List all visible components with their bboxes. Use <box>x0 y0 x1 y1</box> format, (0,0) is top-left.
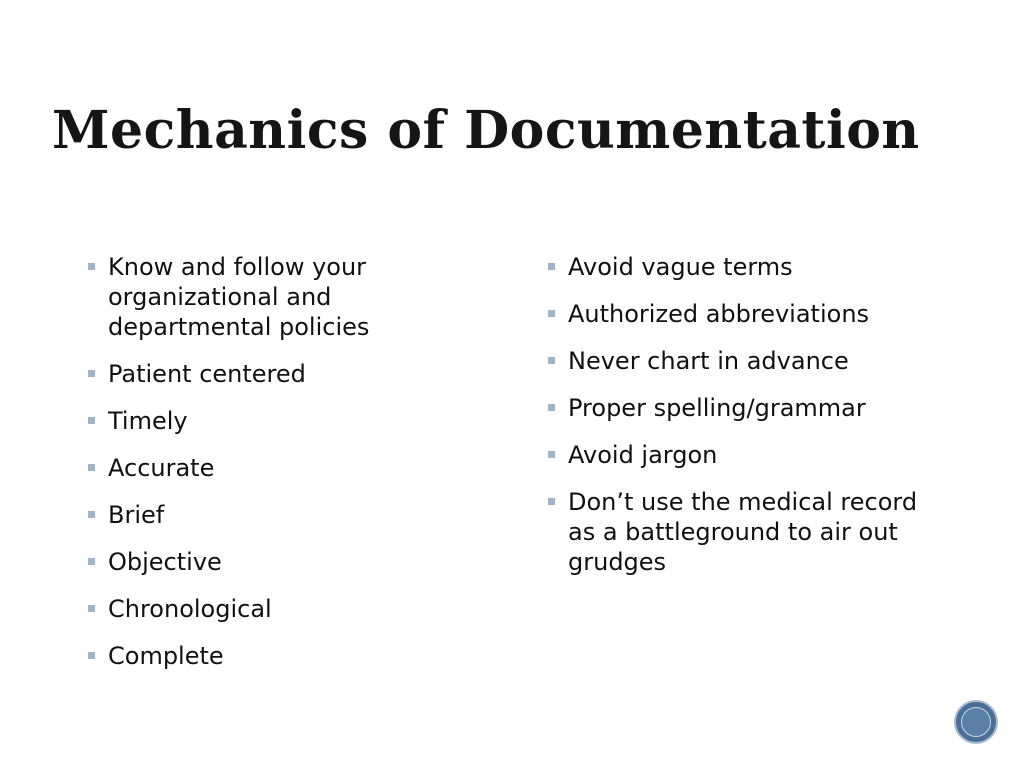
square-bullet-icon <box>88 417 95 424</box>
bullet-item <box>86 500 426 530</box>
square-bullet-icon <box>548 498 555 505</box>
corner-circle-icon <box>954 700 998 744</box>
square-bullet-icon <box>548 404 555 411</box>
bullet-text: Proper spelling/grammar <box>568 394 866 422</box>
bullet-text: Authorized abbreviations <box>568 300 870 328</box>
bullet-item <box>546 393 946 423</box>
bullet-text: Brief <box>108 501 165 529</box>
bullet-text: Avoid jargon <box>568 441 718 469</box>
bullet-item <box>546 346 946 376</box>
square-bullet-icon <box>548 451 555 458</box>
bullet-item <box>546 299 946 329</box>
square-bullet-icon <box>548 310 555 317</box>
left-bullet-list <box>86 252 426 688</box>
bullet-item <box>86 594 426 624</box>
bullet-item <box>86 641 426 671</box>
square-bullet-icon <box>548 357 555 364</box>
bullet-item <box>86 252 426 342</box>
bullet-text: Never chart in advance <box>568 347 849 375</box>
square-bullet-icon <box>88 558 95 565</box>
bullet-item <box>86 453 426 483</box>
square-bullet-icon <box>88 263 95 270</box>
bullet-item <box>86 547 426 577</box>
bullet-text: Avoid vague terms <box>568 253 793 281</box>
bullet-item <box>546 440 946 470</box>
square-bullet-icon <box>88 370 95 377</box>
bullet-text: Patient centered <box>108 360 306 388</box>
bullet-text: Don’t use the medical record as a battleground to air out grudges <box>568 488 918 576</box>
bullet-item <box>546 252 946 282</box>
square-bullet-icon <box>88 464 95 471</box>
bullet-item <box>86 359 426 389</box>
square-bullet-icon <box>88 652 95 659</box>
slide-title: Mechanics of Documentation <box>52 100 920 161</box>
square-bullet-icon <box>548 263 555 270</box>
corner-circle-inner-ring <box>961 707 991 737</box>
bullet-text: Timely <box>108 407 188 435</box>
bullet-text: Know and follow your organizational and departmental policies <box>108 253 370 341</box>
bullet-text: Objective <box>108 548 222 576</box>
bullet-text: Complete <box>108 642 224 670</box>
bullet-text: Accurate <box>108 454 215 482</box>
square-bullet-icon <box>88 605 95 612</box>
bullet-item <box>546 487 946 577</box>
right-bullet-list <box>546 252 946 594</box>
bullet-item <box>86 406 426 436</box>
bullet-text: Chronological <box>108 595 272 623</box>
square-bullet-icon <box>88 511 95 518</box>
